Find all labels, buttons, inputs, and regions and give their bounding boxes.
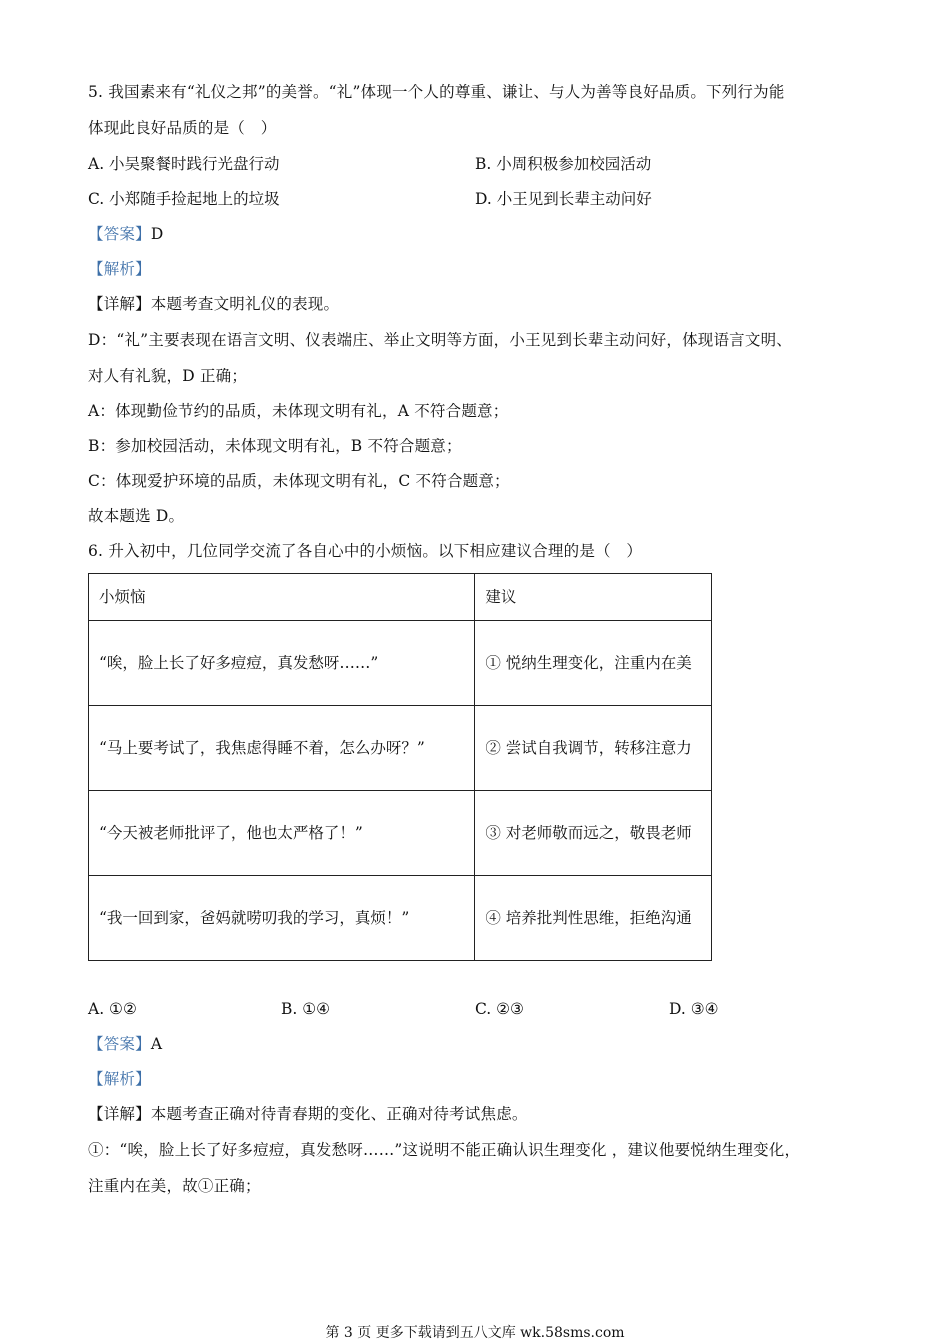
- table-header-cell: 小烦恼: [89, 574, 475, 621]
- page-footer: 第 3 页 更多下载请到五八文库 wk.58sms.com: [325, 1325, 625, 1341]
- q5-answer: [88, 223, 163, 245]
- answer-tag: 【答案】: [88, 225, 151, 243]
- table-row: [89, 791, 712, 876]
- table-header-cell: 建议: [475, 574, 712, 621]
- q6-stem: 6. 升入初中，几位同学交流了各自心中的小烦恼。以下相应建议合理的是（ ）: [88, 542, 643, 560]
- table-row: [89, 706, 712, 791]
- q5-explain-d-line2: 对人有礼貌，D 正确；: [88, 367, 248, 385]
- q5-explain-a: A：体现勤俭节约的品质，未体现文明有礼，A 不符合题意；: [88, 402, 509, 420]
- q6-answer: [88, 1033, 162, 1055]
- answer-value: A: [150, 1035, 163, 1053]
- table-cell-advice: ④ 培养批判性思维，拒绝沟通: [475, 876, 712, 961]
- q5-option-c: C. 小郑随手捡起地上的垃圾: [88, 190, 280, 208]
- q6-detail: 【详解】本题考查正确对待青春期的变化、正确对待考试焦虑。: [88, 1105, 528, 1123]
- q5-explain-d-line1: D：“礼”主要表现在语言文明、仪表端庄、举止文明等方面，小王见到长辈主动问好，体现语言文明、: [88, 331, 792, 349]
- q5-explain-b: B：参加校园活动，未体现文明有礼，B 不符合题意；: [88, 437, 462, 455]
- q6-option-b: B. ①④: [281, 1000, 331, 1018]
- q5-option-a: A. 小吴聚餐时践行光盘行动: [88, 155, 280, 173]
- q6-explain-1-line2: 注重内在美，故①正确；: [88, 1177, 261, 1195]
- table-row: [89, 621, 712, 706]
- q5-analysis-tag: 【解析】: [88, 260, 151, 278]
- q5-stem-line2: 体现此良好品质的是（ ）: [88, 119, 277, 137]
- table-cell-advice: ① 悦纳生理变化，注重内在美: [475, 621, 712, 706]
- q6-option-d: D. ③④: [669, 1000, 719, 1018]
- table-cell-advice: ③ 对老师敬而远之，敬畏老师: [475, 791, 712, 876]
- q6-analysis-tag: 【解析】: [88, 1070, 151, 1088]
- q5-conclusion: 故本题选 D。: [88, 507, 185, 525]
- table-cell-advice: ② 尝试自我调节，转移注意力: [475, 706, 712, 791]
- q6-explain-1-line1: ①：“唉，脸上长了好多痘痘，真发愁呀……”这说明不能正确认识生理变化 ，建议他要悦纳生理变化，: [88, 1141, 801, 1159]
- table-cell-worry: “唉，脸上长了好多痘痘，真发愁呀……”: [89, 621, 475, 706]
- q6-table: [88, 573, 712, 961]
- q5-detail: 【详解】本题考查文明礼仪的表现。: [88, 295, 340, 313]
- q5-option-d: D. 小王见到长辈主动问好: [475, 190, 652, 208]
- table-cell-worry: “我一回到家，爸妈就唠叨我的学习，真烦！”: [89, 876, 475, 961]
- q5-option-b: B. 小周积极参加校园活动: [475, 155, 652, 173]
- table-header-row: [89, 574, 712, 621]
- table-row: [89, 876, 712, 961]
- q6-option-a: A. ①②: [88, 1000, 137, 1018]
- q5-explain-c: C：体现爱护环境的品质，未体现文明有礼，C 不符合题意；: [88, 472, 510, 490]
- table-cell-worry: “马上要考试了，我焦虑得睡不着，怎么办呀？”: [89, 706, 475, 791]
- table-cell-worry: “今天被老师批评了，他也太严格了！”: [89, 791, 475, 876]
- answer-tag: 【答案】: [88, 1035, 151, 1053]
- q5-stem-line1: 5. 我国素来有“礼仪之邦”的美誉。“礼”体现一个人的尊重、谦让、与人为善等良好品质。下列行为能: [88, 83, 785, 101]
- q6-option-c: C. ②③: [475, 1000, 524, 1018]
- answer-value: D: [150, 225, 164, 243]
